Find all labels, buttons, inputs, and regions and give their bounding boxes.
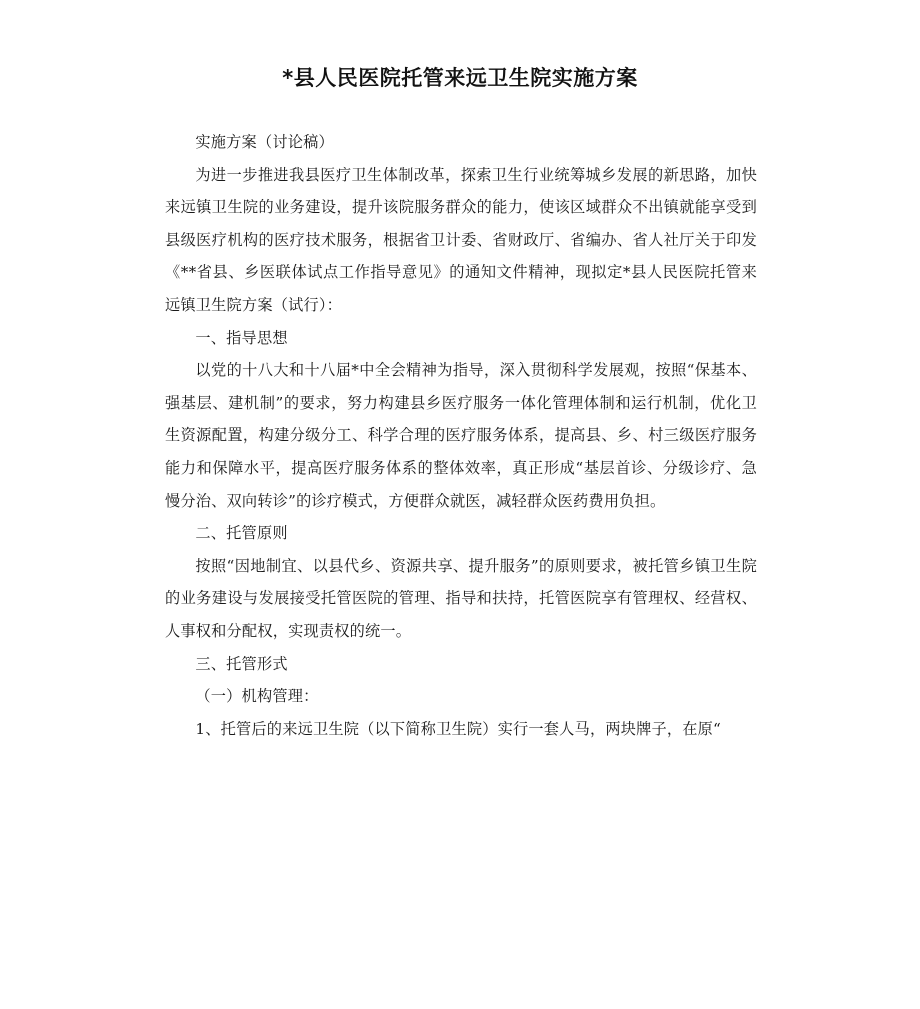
section-heading-guiding-ideology: 一、指导思想: [195, 328, 288, 347]
document-title: *县人民医院托管来远卫生院实施方案: [282, 66, 638, 90]
section-heading-principles: 二、托管原则: [195, 524, 288, 543]
document-body: [165, 126, 757, 745]
list-item-paragraph: 1、托管后的来远卫生院（以下简称卫生院）实行一套人马，两块牌子，在原“: [195, 719, 722, 738]
section-paragraph-guiding-ideology: 以党的十八大和十八届*中全会精神为指导，深入贯彻科学发展观，按照“保基本、强基层、建机制”的要求，努力构建县乡医疗服务一体化管理体制和运行机制，优化卫生资源配置，构建分级分工、科学合理的医疗服务体系，提高县、乡、村三级医疗服务能力和保障水平，提高医疗服务体系的整体效率，真正形成“基层首诊、分级诊疗、急慢分治、双向转诊”的诊疗模式，方便群众就医，减轻群众医药费用负担。: [165, 361, 757, 510]
section-heading-form: 三、托管形式: [195, 654, 288, 673]
document-subtitle: 实施方案（讨论稿）: [195, 133, 334, 151]
intro-paragraph: 为进一步推进我县医疗卫生体制改革，探索卫生行业统筹城乡发展的新思路，加快来远镇卫生院的业务建设，提升该院服务群众的能力，使该区域群众不出镇就能享受到县级医疗机构的医疗技术服务，根据省卫计委、省财政厅、省编办、省人社厅关于印发《**省县、乡医联体试点工作指导意见》的通知文件精神，现拟定*县人民医院托管来远镇卫生院方案（试行）：: [165, 165, 757, 314]
section-paragraph-principles: 按照“因地制宜、以县代乡、资源共享、提升服务”的原则要求，被托管乡镇卫生院的业务建设与发展接受托管医院的管理、指导和扶持，托管医院享有管理权、经营权、人事权和分配权，实现责权的统一。: [165, 556, 757, 640]
subsection-heading-institution: （一）机构管理：: [195, 687, 319, 706]
